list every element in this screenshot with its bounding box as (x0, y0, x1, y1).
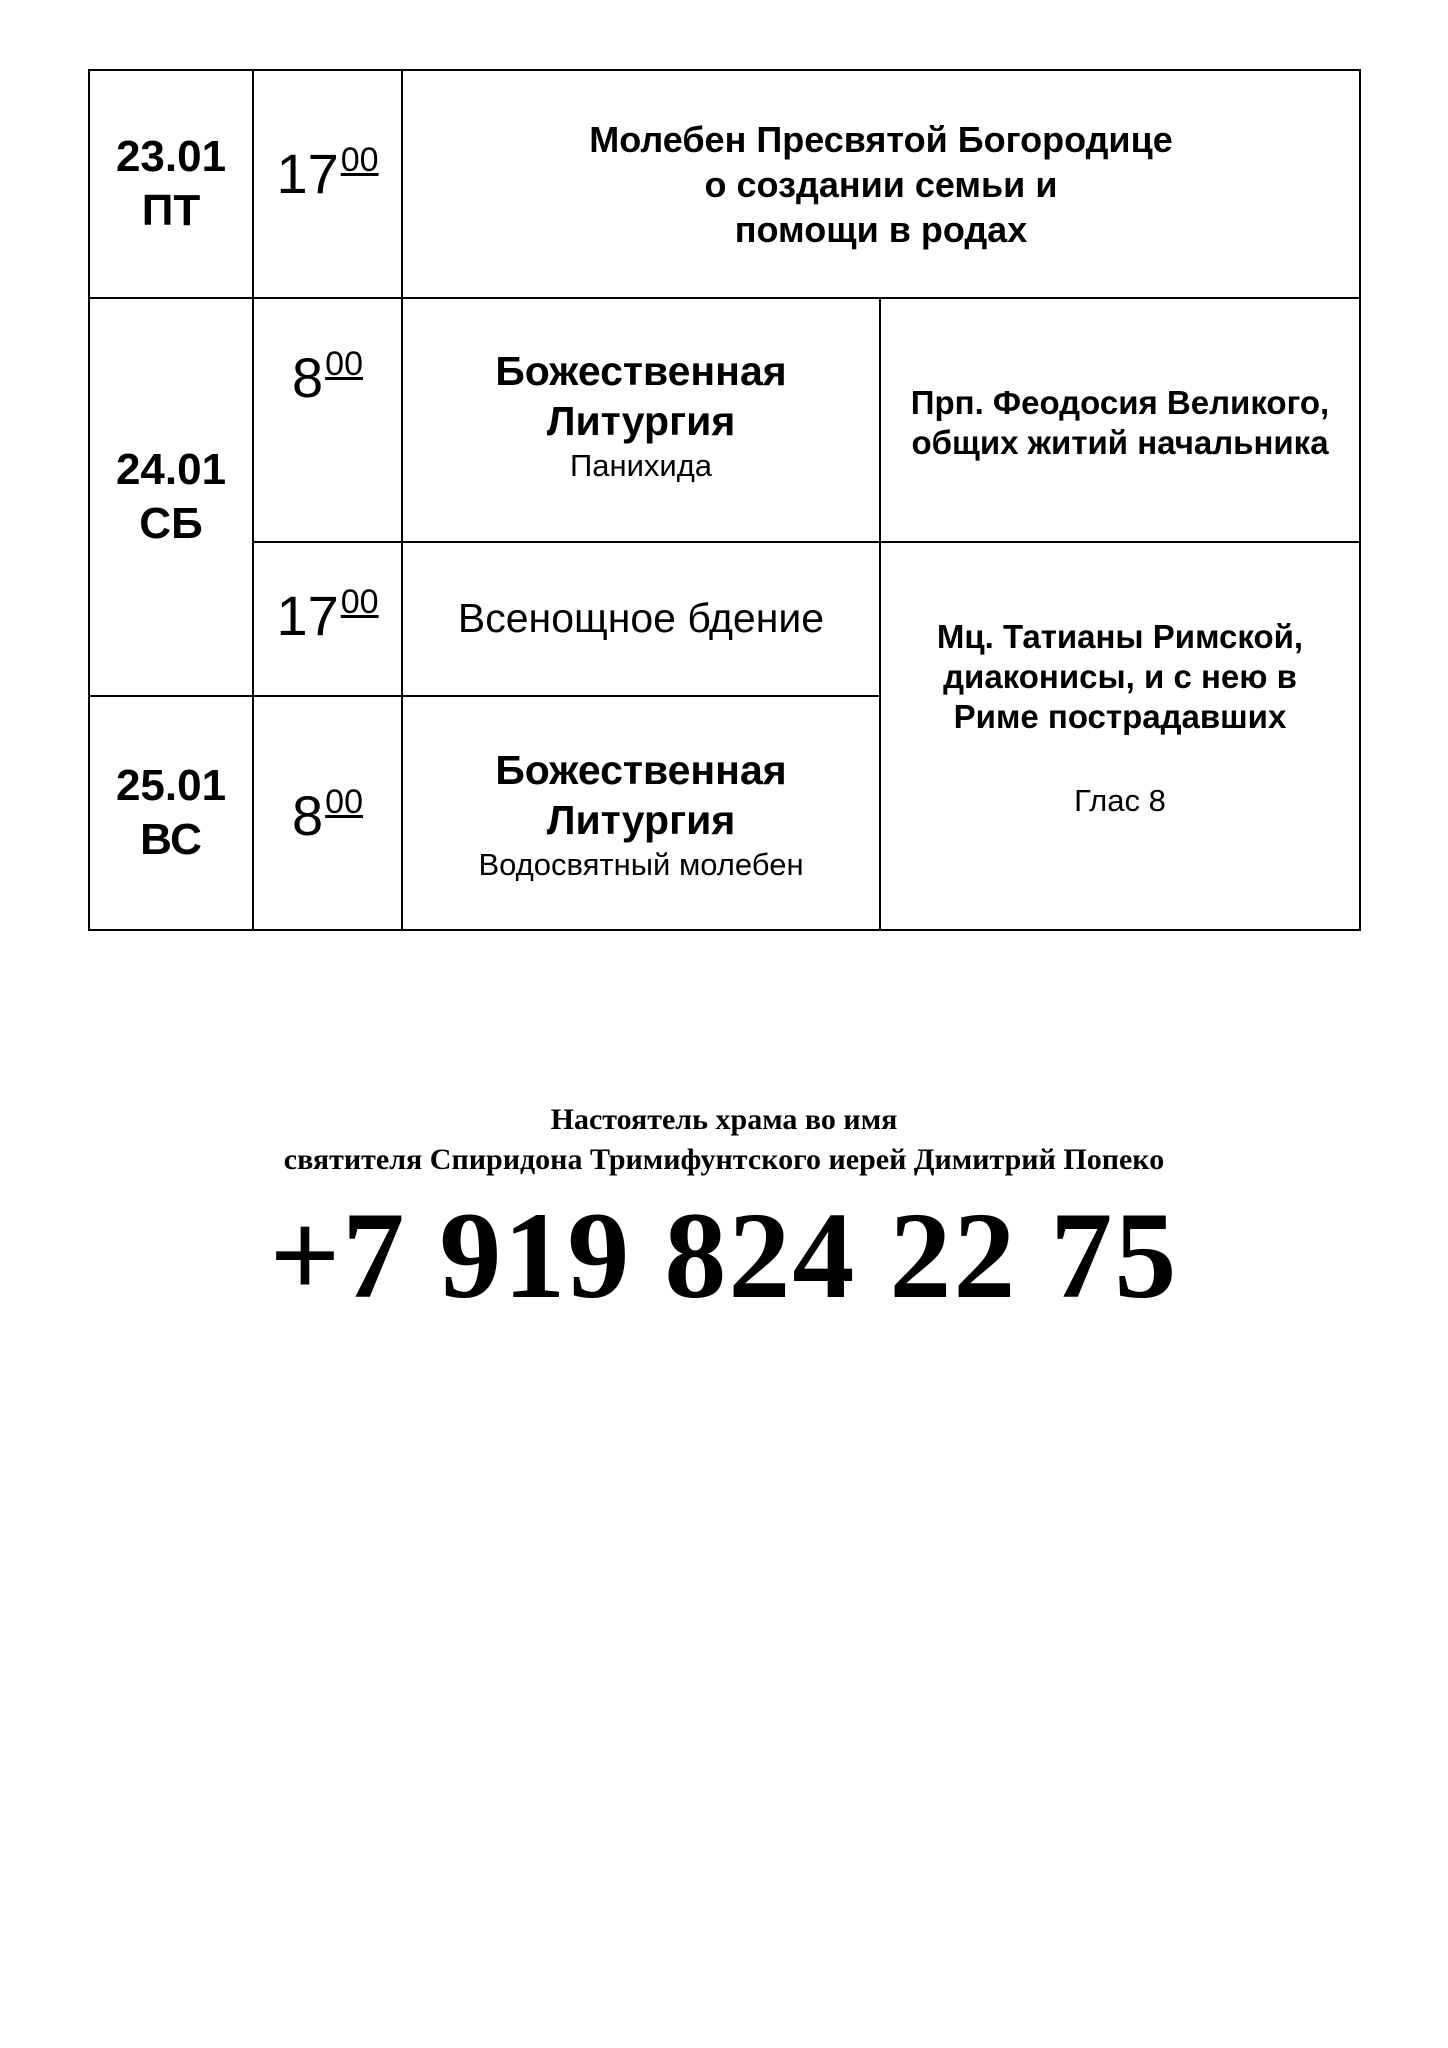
saint-cell (880, 298, 1360, 542)
time-minutes: 00 (340, 583, 379, 621)
date: 24.01 (115, 445, 227, 494)
schedule-row-24-01-morning (89, 298, 1360, 542)
weekday: ПТ (141, 186, 201, 235)
service-line: Литургия (546, 797, 736, 843)
service-line: Всенощное бдение (457, 595, 825, 641)
date: 23.01 (115, 132, 227, 181)
saint-line: общих житий начальника (911, 424, 1329, 461)
rector-line: Настоятель храма во имя (550, 1103, 898, 1136)
service-sub: Водосвятный молебен (478, 847, 804, 882)
time-minutes: 00 (325, 345, 363, 383)
date-cell (89, 298, 253, 696)
service-cell (402, 696, 880, 930)
saint-line: Прп. Феодосия Великого, (910, 384, 1330, 421)
schedule-row-23-01 (89, 70, 1360, 298)
time-cell (253, 298, 402, 542)
tone: Глас 8 (1074, 783, 1166, 818)
weekday: ВС (140, 815, 202, 864)
rector-info (0, 1100, 1448, 1180)
saint-line: Мц. Татианы Римской, (936, 618, 1304, 655)
saint-line: Риме пострадавших (953, 698, 1287, 735)
date: 25.01 (115, 761, 227, 810)
saint-line: диаконисы, и с нею в (943, 658, 1297, 695)
date-cell (89, 696, 253, 930)
weekday: СБ (139, 499, 203, 548)
service-line: Божественная (495, 747, 787, 793)
time-hour: 8 (292, 346, 324, 409)
date-cell (89, 70, 253, 298)
schedule-table (88, 69, 1361, 931)
time-hour: 8 (292, 784, 324, 847)
rector-line: святителя Спиридона Тримифунтского иерей Димитрий Попеко (283, 1143, 1165, 1176)
service-line: Божественная (495, 348, 787, 394)
service-line: о создании семьи и (704, 163, 1058, 205)
service-cell (402, 542, 880, 696)
service-cell (402, 70, 1360, 298)
service-line: Молебен Пресвятой Богородице (589, 118, 1173, 160)
schedule-row-24-01-evening (89, 542, 1360, 696)
time-cell (253, 70, 402, 298)
service-line: помощи в родах (734, 208, 1028, 250)
time-hour: 17 (276, 142, 339, 205)
time-minutes: 00 (325, 783, 363, 821)
time-cell (253, 696, 402, 930)
time-hour: 17 (276, 584, 339, 647)
service-cell (402, 298, 880, 542)
phone-number: +7 919 824 22 75 (269, 1187, 1179, 1324)
time-minutes: 00 (340, 141, 379, 179)
service-line: Литургия (546, 398, 736, 444)
service-sub: Панихида (569, 448, 713, 483)
time-cell (253, 542, 402, 696)
saint-cell (880, 542, 1360, 930)
